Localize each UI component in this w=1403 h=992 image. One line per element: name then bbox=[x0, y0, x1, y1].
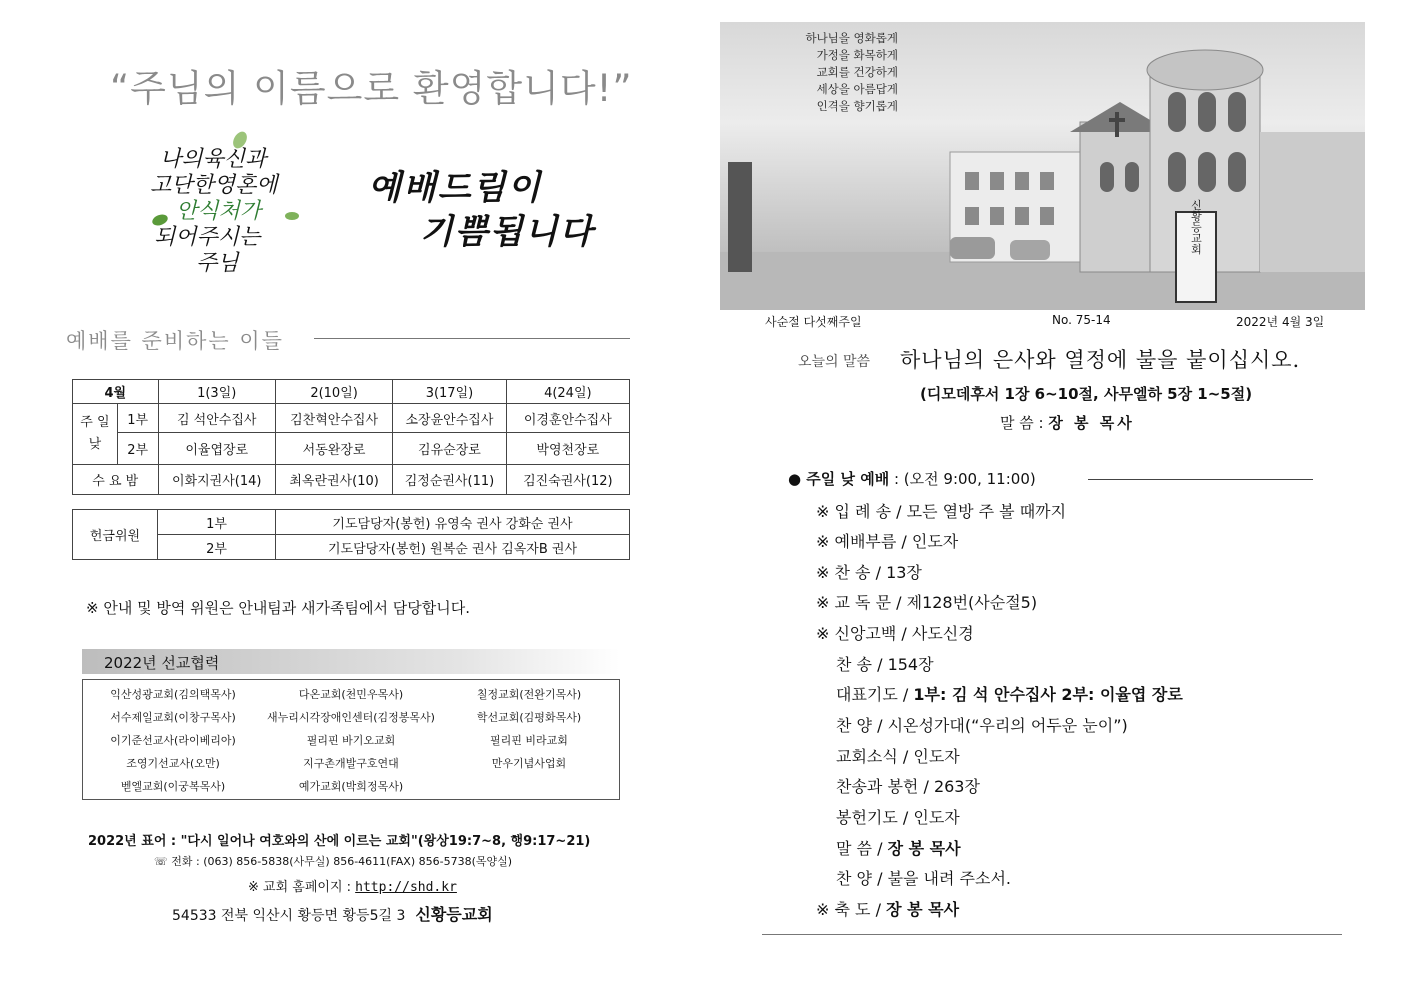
order-value: 1부: 김 석 안수집사 2부: 이율엽 장로 bbox=[913, 685, 1183, 704]
list-item: 새누리시각장애인센터(김정봉목사) bbox=[267, 711, 435, 724]
table-cell: 이화지권사(14) bbox=[158, 465, 275, 495]
calligraphy-joy bbox=[360, 160, 630, 250]
phone-info: ☏ 전화 : (063) 856-5838(사무실) 856-4611(FAX) 856-5738(목양실) bbox=[154, 855, 513, 868]
list-item bbox=[816, 621, 974, 644]
list-item: 필리핀 바기오교회 bbox=[306, 734, 396, 747]
list-item bbox=[836, 836, 961, 859]
list-item bbox=[836, 744, 960, 767]
divider bbox=[762, 934, 1342, 935]
list-item: 예가교회(박희정목사) bbox=[298, 780, 404, 793]
order-value: 사도신경 bbox=[911, 624, 974, 643]
list-item: 필리핀 비라교회 bbox=[490, 734, 568, 747]
table-cell: 기도담당자(봉헌) 유영숙 권사 강화순 권사 bbox=[276, 510, 630, 535]
week-header: 1(3일) bbox=[158, 380, 275, 404]
list-item bbox=[836, 866, 1011, 889]
goal-item: 인격을 향기롭게 bbox=[816, 99, 898, 113]
preparers-title: 예배를 준비하는 이들 bbox=[66, 329, 284, 353]
order-label: ※ 입 례 송 / bbox=[816, 502, 907, 521]
preacher-line bbox=[1000, 412, 1135, 433]
church-motto: 2022년 표어 : "다시 일어나 여호와의 산에 이르는 교회"(왕상19:7~8, 행9:17~21) bbox=[88, 834, 591, 849]
notice-text: ※ 안내 및 방역 위원은 안내팀과 새가족팀에서 담당합니다. bbox=[86, 599, 470, 617]
order-value: 시온성가대(“우리의 어두운 눈이”) bbox=[887, 716, 1128, 735]
table-cell: 김찬혁안수집사 bbox=[275, 404, 392, 433]
week-header: 3(17일) bbox=[393, 380, 506, 404]
week-header: 4(24일) bbox=[506, 380, 629, 404]
list-item bbox=[836, 805, 960, 828]
sunday-label: 주 일 낮 bbox=[73, 404, 118, 465]
month-cell: 4월 bbox=[73, 380, 159, 404]
schedule-table bbox=[72, 379, 630, 495]
order-value: 인도자 bbox=[913, 747, 960, 766]
homepage-line bbox=[248, 876, 457, 895]
table-cell: 소장윤안수집사 bbox=[393, 404, 506, 433]
order-label: ※ 신앙고백 / bbox=[816, 624, 912, 643]
order-label: 봉헌기도 / bbox=[836, 808, 914, 827]
list-item: 이기준선교사(라이베리아) bbox=[110, 734, 236, 747]
order-value: 154장 bbox=[887, 655, 934, 674]
calligraphy-line: 고단한영혼에 bbox=[150, 173, 278, 198]
order-value: 불을 내려 주소서. bbox=[887, 869, 1012, 888]
welcome-heading: “주님의 이름으로 환영합니다!” bbox=[110, 67, 633, 110]
table-cell: 김진숙권사(12) bbox=[506, 465, 629, 495]
order-label: 대표기도 / bbox=[836, 685, 914, 704]
service-label: 2부 bbox=[117, 433, 158, 465]
order-value: 제128번(사순절5) bbox=[906, 593, 1038, 612]
list-item: 벧엘교회(이궁복목사) bbox=[120, 780, 226, 793]
goal-item: 세상을 아름답게 bbox=[816, 82, 898, 96]
order-label: 찬 송 / bbox=[836, 655, 888, 674]
calligraphy-rest bbox=[140, 128, 320, 278]
calligraphy-line: 나의육신과 bbox=[160, 147, 267, 172]
issue-date: 2022년 4월 3일 bbox=[1236, 315, 1325, 329]
mission-header bbox=[82, 649, 620, 674]
list-item: 익산성광교회(김의택목사) bbox=[110, 688, 236, 701]
homepage-link[interactable]: http://shd.kr bbox=[355, 880, 457, 895]
table-cell: 이율엽장로 bbox=[158, 433, 275, 465]
order-value: 모든 열방 주 볼 때까지 bbox=[906, 502, 1067, 521]
mission-title: 2022년 선교협력 bbox=[104, 654, 220, 672]
calligraphy-line: 주님 bbox=[196, 251, 239, 276]
offering-table bbox=[72, 509, 630, 560]
list-item bbox=[816, 560, 922, 583]
table-cell: 김정순권사(11) bbox=[393, 465, 506, 495]
service-label: 2부 bbox=[158, 535, 276, 560]
service-label: 1부 bbox=[117, 404, 158, 433]
wednesday-label: 수 요 밤 bbox=[73, 465, 159, 495]
homepage-label: ※ 교회 홈페이지 : bbox=[248, 880, 356, 895]
list-item: 만우기념사업회 bbox=[491, 757, 567, 770]
list-item: 조영기선교사(오만) bbox=[126, 757, 220, 770]
church-goals bbox=[760, 30, 898, 115]
list-item: 다온교회(천민우목사) bbox=[298, 688, 404, 701]
goal-item: 하나님을 영화롭게 bbox=[805, 31, 898, 45]
order-label: ※ 예배부름 / bbox=[816, 532, 912, 551]
list-item bbox=[816, 529, 958, 552]
divider bbox=[314, 338, 630, 339]
scripture-reference: (디모데후서 1장 6~10절, 사무엘하 5장 1~5절) bbox=[920, 385, 1253, 403]
list-item bbox=[816, 499, 1066, 522]
calligraphy-line: 예배드림이 bbox=[368, 168, 543, 208]
table-cell: 김 석안수집사 bbox=[158, 404, 275, 433]
list-item bbox=[836, 774, 980, 797]
divider bbox=[1088, 479, 1313, 480]
sermon-label: 오늘의 말씀 bbox=[798, 354, 871, 370]
list-item bbox=[836, 652, 934, 675]
order-label: 말 씀 / bbox=[836, 839, 888, 858]
order-time: : (오전 9:00, 11:00) bbox=[889, 470, 1036, 488]
church-name: 신황등교회 bbox=[415, 905, 493, 924]
week-header: 2(10일) bbox=[275, 380, 392, 404]
order-label: ※ 찬 송 / bbox=[816, 563, 887, 582]
preacher-name: 장 봉 목사 bbox=[1048, 414, 1135, 432]
list-item bbox=[836, 682, 1183, 705]
goal-item: 가정을 화목하게 bbox=[816, 48, 898, 62]
issue-number: No. 75-14 bbox=[1052, 313, 1111, 327]
list-item bbox=[816, 590, 1037, 613]
table-cell: 서동완장로 bbox=[275, 433, 392, 465]
order-title: ● 주일 낮 예배 bbox=[788, 470, 890, 488]
table-cell: 박영천장로 bbox=[506, 433, 629, 465]
order-value: 인도자 bbox=[913, 808, 960, 827]
list-item: 서수제일교회(이창구목사) bbox=[110, 711, 236, 724]
service-label: 1부 bbox=[158, 510, 276, 535]
list-item: 지구촌개발구호연대 bbox=[303, 757, 399, 770]
table-cell: 최옥란권사(10) bbox=[275, 465, 392, 495]
list-item bbox=[836, 713, 1128, 736]
order-label: ※ 축 도 / bbox=[816, 900, 887, 919]
address-line bbox=[172, 902, 493, 925]
offering-label: 헌금위원 bbox=[73, 510, 158, 560]
table-cell: 이경훈안수집사 bbox=[506, 404, 629, 433]
list-item: 칠정교회(전완기목사) bbox=[476, 688, 582, 701]
order-label: 찬 양 / bbox=[836, 716, 888, 735]
goal-item: 교회를 건강하게 bbox=[816, 65, 898, 79]
order-label: 교회소식 / bbox=[836, 747, 914, 766]
calligraphy-line: 안식처가 bbox=[176, 199, 262, 224]
table-cell: 기도담당자(봉헌) 원복순 권사 김옥자B 권사 bbox=[276, 535, 630, 560]
mission-list bbox=[82, 679, 620, 800]
church-sign: 신황등교회 bbox=[1189, 199, 1203, 255]
order-label: ※ 교 독 문 / bbox=[816, 593, 907, 612]
order-label: 찬송과 봉헌 / bbox=[836, 777, 934, 796]
table-cell: 김유순장로 bbox=[393, 433, 506, 465]
address-text: 54533 전북 익산시 황등면 황등5길 3 bbox=[172, 908, 406, 924]
order-value: 장 봉 목사 bbox=[886, 900, 960, 919]
preacher-label: 말 씀 : bbox=[1000, 414, 1049, 432]
season-label: 사순절 다섯째주일 bbox=[765, 315, 862, 329]
order-value: 13장 bbox=[886, 563, 922, 582]
order-value: 인도자 bbox=[911, 532, 959, 551]
order-value: 263장 bbox=[933, 777, 980, 796]
sermon-title: 하나님의 은사와 열정에 불을 붙이십시오. bbox=[900, 348, 1301, 372]
order-value: 장 봉 목사 bbox=[887, 839, 961, 858]
list-item: 학선교회(김평화목사) bbox=[476, 711, 582, 724]
list-item bbox=[816, 897, 959, 920]
order-label: 찬 양 / bbox=[836, 869, 888, 888]
calligraphy-line: 기쁨됩니다 bbox=[420, 212, 595, 252]
calligraphy-line: 되어주시는 bbox=[154, 225, 261, 250]
order-header bbox=[788, 468, 1036, 489]
